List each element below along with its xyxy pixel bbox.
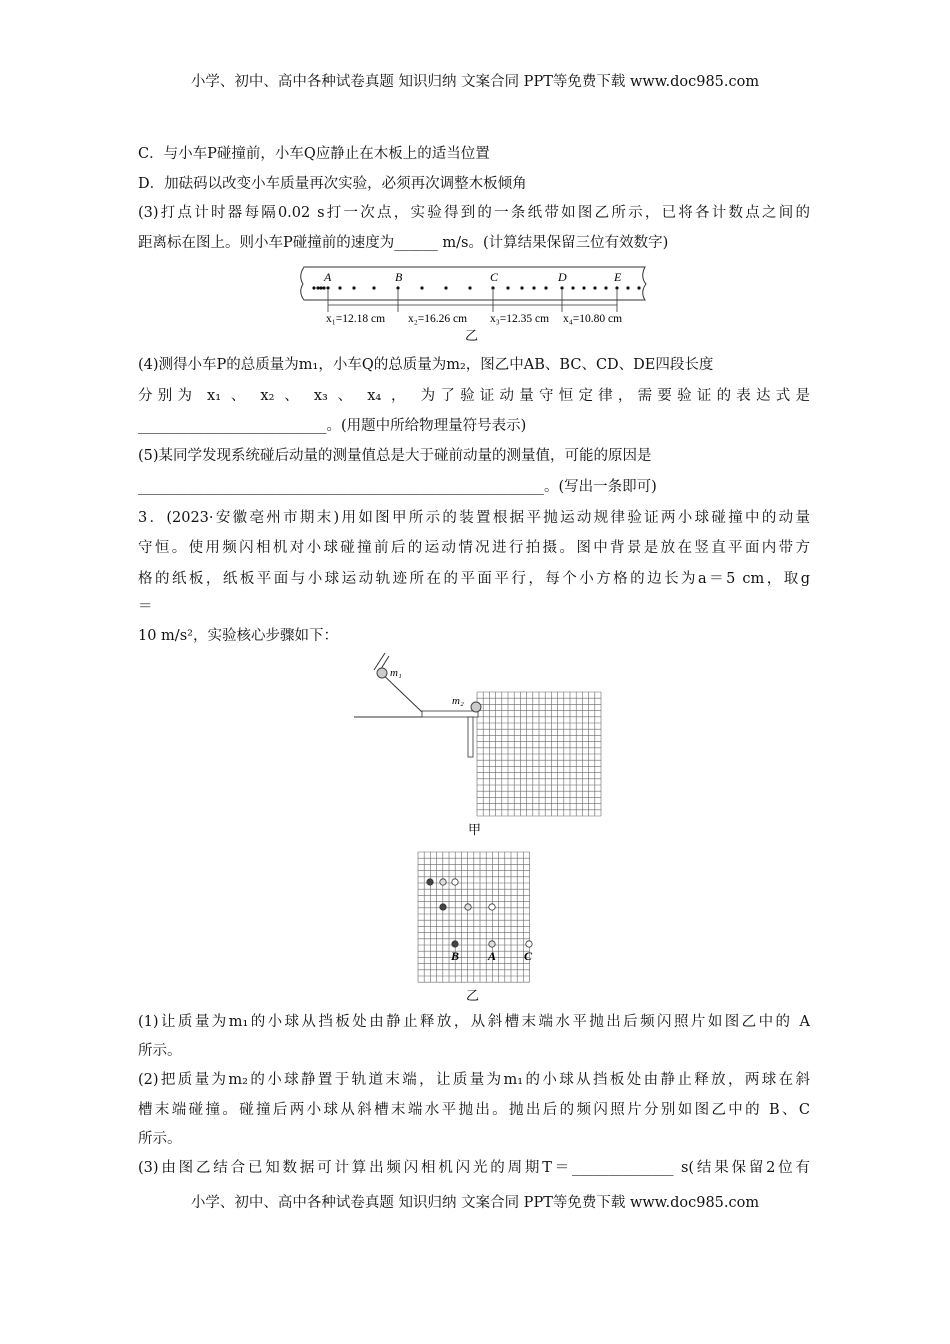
tape-dot xyxy=(626,286,629,289)
option-c: C．与小车P碰撞前，小车Q应静止在木板上的适当位置 xyxy=(138,146,490,162)
question-4-line-3: __________________________。(用题中所给物理量符号表示) xyxy=(138,418,527,434)
label-b: B xyxy=(451,949,460,963)
figure-jia-caption: 甲 xyxy=(468,822,482,837)
label-m1: m₁ xyxy=(390,667,402,679)
segment-x3: x₃=12.35 cm xyxy=(490,313,550,325)
step-1-line-1: (1)让质量为m₁的小球从挡板处由静止释放，从斜槽末端水平抛出后频闪照片如图乙中的 A xyxy=(138,1014,810,1030)
figure-jia-apparatus xyxy=(340,650,620,840)
tape-dot xyxy=(352,286,355,289)
tape-dot xyxy=(326,286,329,289)
tape-dot xyxy=(372,286,375,289)
tape-dot xyxy=(571,286,574,289)
tape-dot xyxy=(468,286,471,289)
tape-point-a: A xyxy=(324,270,332,284)
page-footer: 小学、初中、高中各种试卷真题 知识归纳 文案合同 PPT等免费下载 www.doc985.com xyxy=(190,1195,760,1211)
tape-caption: 乙 xyxy=(465,328,479,343)
tape-dot xyxy=(319,286,322,289)
step-2-line-3: 所示。 xyxy=(138,1131,182,1147)
tape-dot xyxy=(520,286,523,289)
tape-dot xyxy=(444,286,447,289)
problem-3-line-5: 10 m/s²，实验核心步骤如下： xyxy=(138,628,338,644)
tape-dot xyxy=(316,286,319,289)
page-header: 小学、初中、高中各种试卷真题 知识归纳 文案合同 PPT等免费下载 www.doc985.com xyxy=(190,74,760,90)
tape-dot xyxy=(322,286,325,289)
tape-dot xyxy=(582,286,585,289)
option-d: D．加砝码以改变小车质量再次实验，必须再次调整木板倾角 xyxy=(138,176,527,192)
question-4-line-2: 分别为 x₁ 、 x₂ 、 x₃ 、 x₄ ， 为了验证动量守恒定律，需要验证的表达式是 xyxy=(138,388,810,404)
tape-dot xyxy=(544,286,547,289)
step-1-line-2: 所示。 xyxy=(138,1043,182,1059)
question-4-line-1: (4)测得小车P的总质量为m₁，小车Q的总质量为m₂，图乙中AB、BC、CD、DE四段长度 xyxy=(138,357,714,373)
tape-point-b: B xyxy=(395,270,403,284)
label-c: C xyxy=(524,949,533,963)
tape-dot xyxy=(338,286,341,289)
tape-dot xyxy=(637,286,640,289)
question-3-line-2: 距离标在图上。则小车P碰撞前的速度为______ m/s。(计算结果保留三位有效数字) xyxy=(138,235,669,251)
tape-dot xyxy=(491,286,494,289)
step-3-line-1: (3)由图乙结合已知数据可计算出频闪相机闪光的周期T＝______________ s(结果保留2位有 xyxy=(138,1160,810,1176)
question-5-line-2: ________________________________________________________。(写出一条即可) xyxy=(138,479,657,495)
tape-dot xyxy=(506,286,509,289)
tape-figure xyxy=(290,262,650,344)
problem-3-line-1: 3．(2023·安徽亳州市期末)用如图甲所示的装置根据平抛运动规律验证两小球碰撞中的动量 xyxy=(138,510,810,526)
figure-yi-caption: 乙 xyxy=(466,988,480,1003)
segment-x4: x₄=10.80 cm xyxy=(563,313,623,325)
tape-dot xyxy=(604,286,607,289)
tape-dot xyxy=(560,286,563,289)
label-a: A xyxy=(488,949,497,963)
tape-dot xyxy=(593,286,596,289)
step-2-line-1: (2)把质量为m₂的小球静置于轨道末端，让质量为m₁的小球从挡板处由静止释放，两球在斜 xyxy=(138,1072,810,1088)
tape-dot xyxy=(420,286,423,289)
label-m2: m₂ xyxy=(452,695,464,707)
tape-point-e: E xyxy=(614,270,622,284)
tape-dot xyxy=(615,286,618,289)
tape-dot xyxy=(396,286,399,289)
question-3-line-1: (3)打点计时器每隔0.02 s打一次点，实验得到的一条纸带如图乙所示，已将各计数点之间的 xyxy=(138,205,810,221)
problem-3-line-2: 守恒。使用频闪相机对小球碰撞前后的运动情况进行拍摄。图中背景是放在竖直平面内带方 xyxy=(138,540,810,556)
step-2-line-2: 槽末端碰撞。碰撞后两小球从斜槽末端水平抛出。抛出后的频闪照片分别如图乙中的 B、C xyxy=(138,1102,810,1118)
problem-3-line-4: ＝ xyxy=(138,599,153,615)
tape-point-d: D xyxy=(558,270,567,284)
segment-x1: x₁=12.18 cm xyxy=(326,313,386,325)
question-5-line-1: (5)某同学发现系统碰后动量的测量值总是大于碰前动量的测量值，可能的原因是 xyxy=(138,448,652,464)
tape-point-c: C xyxy=(490,270,499,284)
tape-dot xyxy=(532,286,535,289)
problem-3-line-3: 格的纸板，纸板平面与小球运动轨迹所在的平面平行，每个小方格的边长为a＝5 cm，取g xyxy=(138,571,810,587)
tape-dot xyxy=(312,286,315,289)
figure-yi-flash-photo xyxy=(410,845,540,1005)
segment-x2: x₂=16.26 cm xyxy=(408,313,468,325)
